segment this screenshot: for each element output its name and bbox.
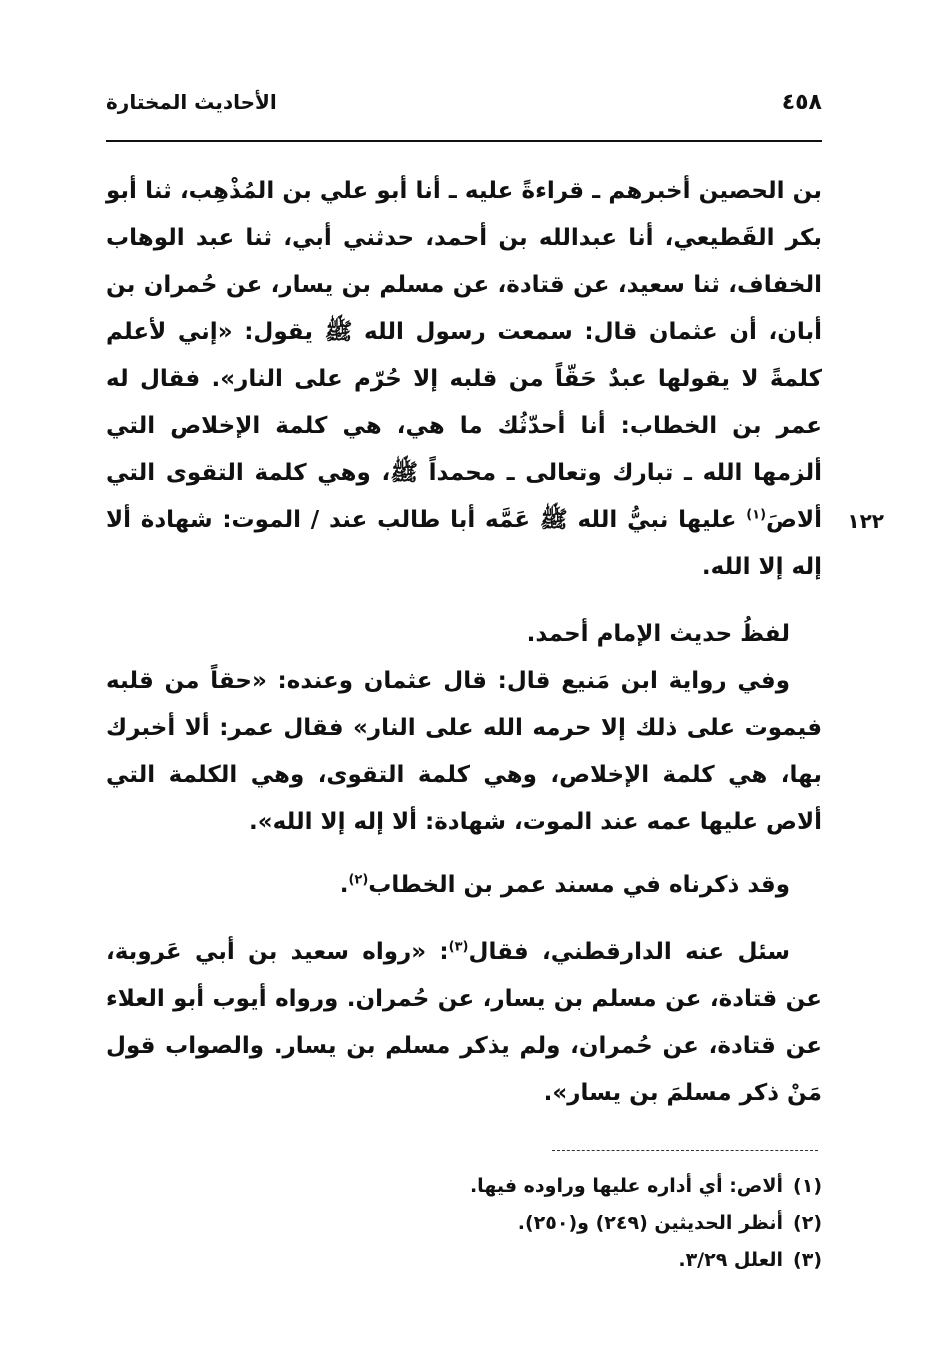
footnote-ref-1: (١) [746,507,767,523]
main-text [106,168,884,1117]
footnote-2-text: أنظر الحديثين (٢٤٩) و(٢٥٠). [517,1212,784,1234]
footnote-3 [322,1242,822,1279]
header-rule [106,140,822,142]
footnote-ref-3: (٣) [448,939,469,955]
paragraph-1-text-a: بن الحصين أخبرهم ـ قراءةً عليه ـ أنا أبو علي بن المُذْهِب، ثنا أبو بكر القَطيعي، أنا عبدالله بن أحمد، حدثني أبي، ثنا عبد الوهاب الخفاف، ثنا سعيد، عن قتادة، عن مسلم بن يسار، عن حُمران بن أبان، أن عثمان قال: سمعت رسول الله ﷺ يقول: «إني لأعلم كلمةً لا يقولها عبدٌ حَقّاً من قلبه إلا حُرّم على النار». فقال له عمر بن الخطاب: أنا أحدّثُك ما هي، هي كلمة الإخلاص التي ألزمها الله ـ تبارك وتعالى ـ محمداً ﷺ، وهي كلمة التقوى التي ألاصَ [106,178,822,533]
footnote-2 [322,1205,822,1242]
footnote-2-number: (٢) [793,1212,822,1234]
paragraph-4-text-a: وقد ذكرناه في مسند عمر بن الخطاب [368,872,790,898]
paragraph-2: لفظُ حديث الإمام أحمد. [526,621,790,647]
paragraph-4 [106,862,822,909]
paragraph-5-text-b: : «رواه سعيد بن أبي عَروبة، عن قتادة، عن مسلم بن يسار، عن حُمران. ورواه أيوب أبو العلاء عن قتادة، عن حُمران، ولم يذكر مسلم بن يسار. والصواب قول مَنْ ذكر مسلمَ بن يسار». [106,939,822,1106]
footnote-ref-2: (٢) [348,872,369,888]
footnote-3-number: (٣) [793,1249,822,1271]
paragraph-1-text-b: عليها نبيُّ الله ﷺ عَمَّه أبا طالب عند / الموت: شهادة ألا إله إلا الله. [106,507,822,580]
running-title: الأحاديث المختارة [106,90,277,114]
paragraph-3: وفي رواية ابن مَنيع قال: قال عثمان وعنده: «حقاً من قلبه فيموت على ذلك إلا حرمه الله على النار» فقال عمر: ألا أخبرك بها، هي كلمة الإخلاص، وهي كلمة التقوى، وهي الكلمة التي ألاص عليها عمه عند الموت، شهادة: ألا إله إلا الله». [106,668,822,835]
margin-reference-number: ١٢٢ [847,509,884,533]
paragraph-5 [106,929,822,1117]
footnote-1-text: ألاص: أي أداره عليها وراوده فيها. [469,1175,784,1197]
footnote-1-number: (١) [793,1175,822,1197]
footnote-1 [322,1168,822,1205]
page-header [106,88,822,122]
footnotes [322,1168,822,1279]
paragraph-1 [106,168,884,591]
paragraph-5-text-a: سئل عنه الدارقطني، فقال [468,939,790,965]
page-number: ٤٥٨ [781,90,822,115]
paragraph-4-text-b: . [339,872,349,898]
footnote-3-text: العلل ٣/٢٩. [678,1249,784,1271]
footnote-separator [552,1150,818,1151]
